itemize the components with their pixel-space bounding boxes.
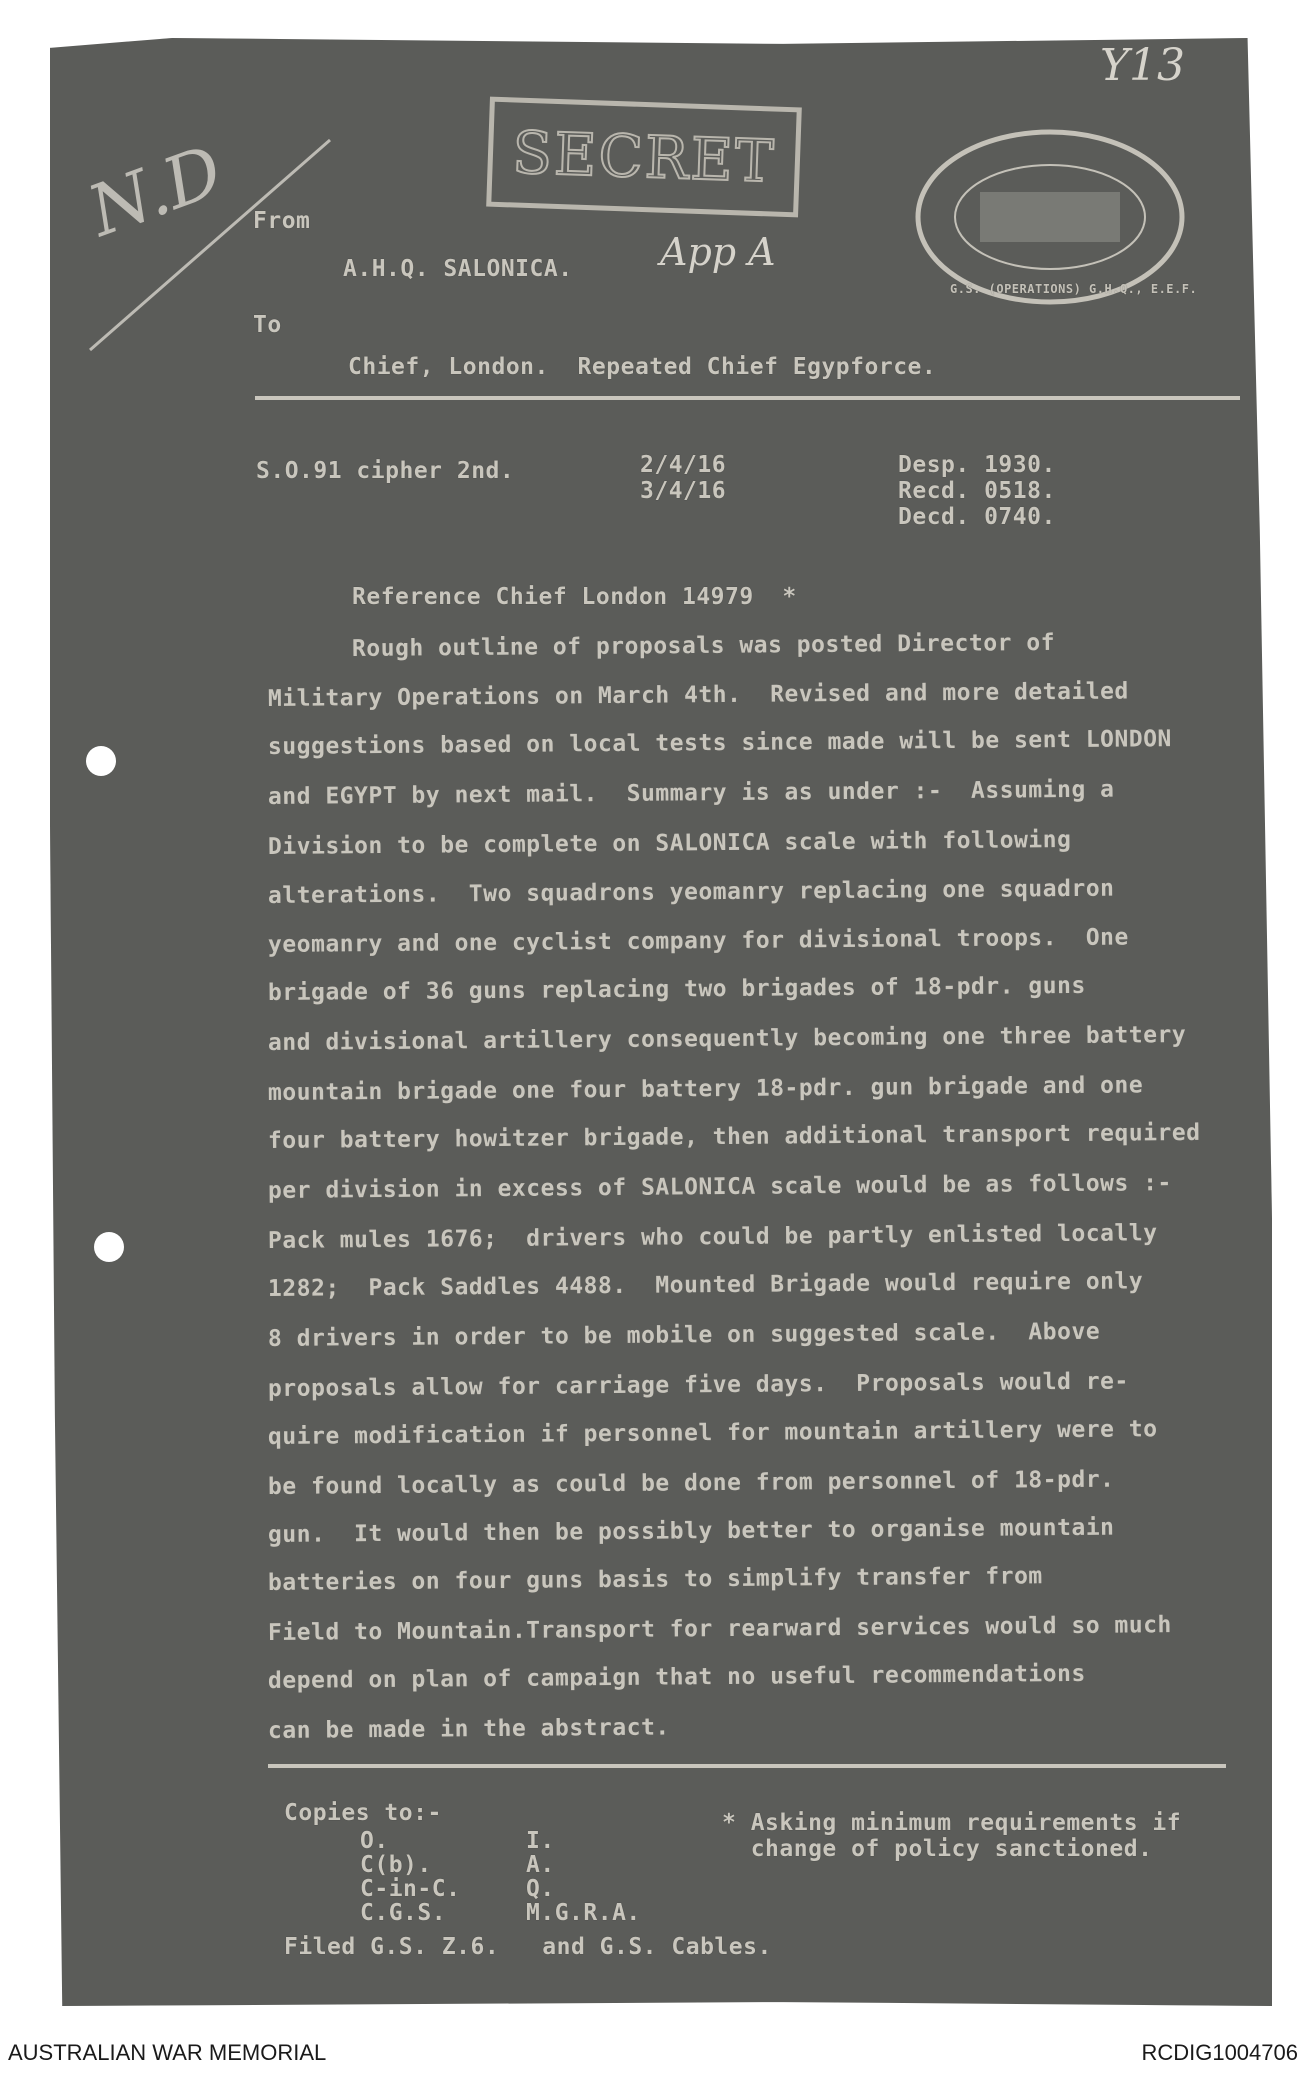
body-line: four battery howitzer brigade, then additional transport required — [267, 1119, 1201, 1154]
body-line: Field to Mountain.Transport for rearward services would so much — [267, 1612, 1172, 1646]
body-line: depend on plan of campaign that no useful recommendations — [267, 1660, 1086, 1694]
received-time: Recd. 0518. — [898, 478, 1056, 504]
body-line: be found locally as could be done from personnel of 18-pdr. — [267, 1466, 1115, 1500]
body-line: Division to be complete on SALONICA scale with following — [267, 826, 1072, 860]
body-line: 1282; Pack Saddles 4488. Mounted Brigade would require only — [267, 1268, 1144, 1302]
header-divider — [255, 396, 1240, 400]
footer-record-id: RCDIG1004706 — [1141, 2040, 1298, 2065]
copy-recipient: O. — [360, 1828, 389, 1854]
secret-stamp — [486, 97, 802, 218]
body-line: Rough outline of proposals was posted Director of — [351, 629, 1056, 662]
copy-recipient: Q. — [526, 1876, 555, 1902]
body-line: gun. It would then be possibly better to organise mountain — [267, 1514, 1115, 1548]
footer-divider — [268, 1764, 1226, 1768]
footnote: * Asking minimum requirements if change of policy sanctioned. — [722, 1810, 1182, 1862]
body-line: brigade of 36 guns replacing two brigades of 18-pdr. guns — [267, 972, 1086, 1006]
copy-recipient: C(b). — [360, 1852, 432, 1878]
handwritten-initials-left: N.D — [78, 129, 234, 253]
secret-stamp-text: SECRET — [511, 118, 777, 196]
copies-label: Copies to:- — [284, 1800, 442, 1826]
handwritten-folio: Y13 — [1100, 40, 1186, 91]
body-line: suggestions based on local tests since made will be sent LONDON — [267, 726, 1172, 760]
copy-recipient: I. — [526, 1828, 555, 1854]
copy-recipient: M.G.R.A. — [526, 1900, 641, 1926]
deciphered-time: Decd. 0740. — [898, 504, 1056, 530]
handwritten-initials-center: App A — [660, 230, 776, 274]
body-line: yeomanry and one cyclist company for divisional troops. One — [267, 924, 1129, 958]
to-value: Chief, London. Repeated Chief Egypforce. — [348, 354, 937, 380]
filed-line: Filed G.S. Z.6. and G.S. Cables. — [284, 1934, 772, 1960]
body-line: proposals allow for carriage five days. Proposals would re- — [267, 1368, 1129, 1402]
footer-collection-name: AUSTRALIAN WAR MEMORIAL — [8, 2040, 327, 2065]
punch-hole-top — [86, 746, 116, 776]
copy-recipient: C.G.S. — [360, 1900, 447, 1926]
date-received: 3/4/16 — [640, 478, 727, 504]
body-line: batteries on four guns basis to simplify transfer from — [267, 1563, 1043, 1596]
date-sent: 2/4/16 — [640, 452, 727, 478]
from-value: A.H.Q. SALONICA. — [343, 256, 573, 282]
body-line: 8 drivers in order to be mobile on suggested scale. Above — [267, 1318, 1101, 1352]
body-line: and EGYPT by next mail. Summary is as under :- Assuming a — [267, 776, 1115, 810]
copy-recipient: C-in-C. — [360, 1876, 461, 1902]
cipher-reference: S.O.91 cipher 2nd. — [256, 458, 515, 484]
body-line: Military Operations on March 4th. Revised and more detailed — [267, 678, 1129, 712]
copy-recipient: A. — [526, 1852, 555, 1878]
despatched-time: Desp. 1930. — [898, 452, 1056, 478]
punch-hole-bottom — [94, 1232, 124, 1262]
body-line: quire modification if personnel for mountain artillery were to — [267, 1416, 1158, 1450]
handwritten-stroke — [80, 120, 380, 420]
to-label: To — [253, 312, 282, 338]
reference-line: Reference Chief London 14979 * — [352, 584, 797, 610]
oval-stamp-text: G.S. (OPERATIONS) G.H.Q., E.E.F. — [950, 282, 1198, 296]
body-line: can be made in the abstract. — [267, 1714, 670, 1744]
body-line: Pack mules 1676; drivers who could be partly enlisted locally — [267, 1220, 1158, 1254]
from-label: From — [253, 208, 311, 234]
body-line: and divisional artillery consequently becoming one three battery — [267, 1021, 1187, 1056]
body-line: mountain brigade one four battery 18-pdr. gun brigade and one — [267, 1072, 1144, 1106]
body-line: alterations. Two squadrons yeomanry replacing one squadron — [267, 875, 1115, 909]
body-line: per division in excess of SALONICA scale would be as follows :- — [267, 1170, 1172, 1204]
